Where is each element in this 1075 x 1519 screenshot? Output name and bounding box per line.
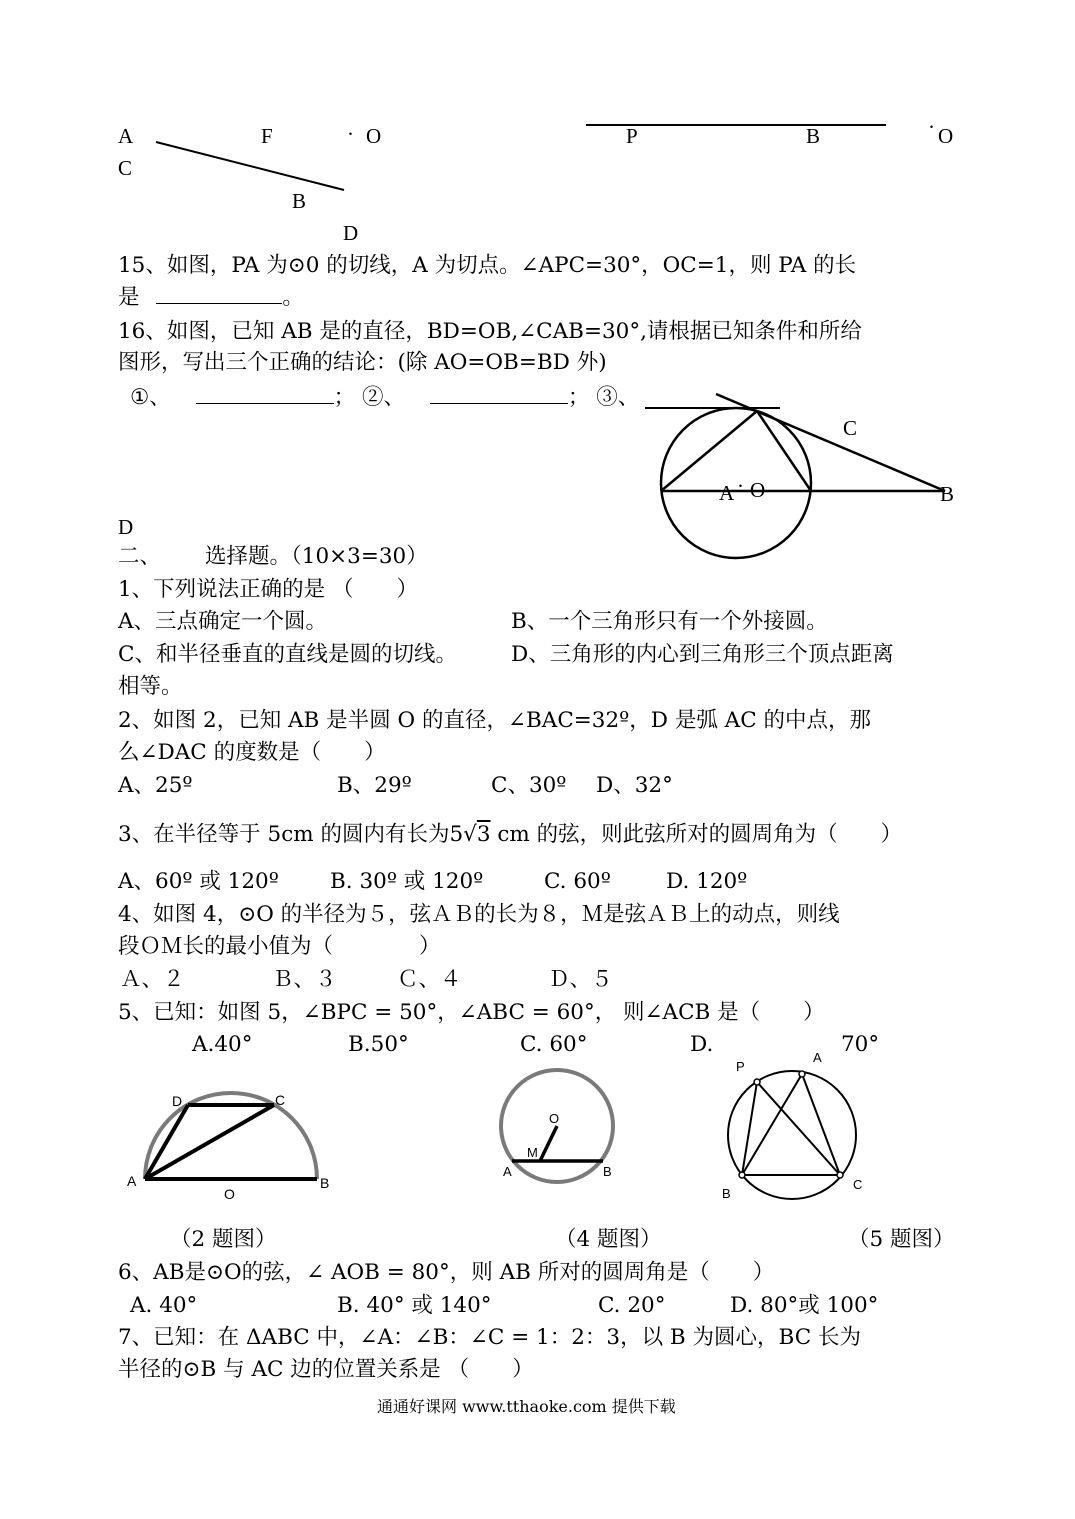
q1-option-b[interactable]: B、一个三角形只有一个外接圆。 <box>511 609 828 634</box>
fig2-label-a: A <box>127 1173 137 1189</box>
fig2-label-b: B <box>320 1175 330 1191</box>
q5-stem: 5、已知：如图 5，∠BPC = 50°，∠ABC = 60°， 则∠ACB 是（ ） <box>118 1000 825 1025</box>
q1-option-c[interactable]: C、和半径垂直的直线是圆的切线。 <box>118 642 457 667</box>
q16-label-b: B <box>940 482 955 506</box>
fig4-label-o: O <box>549 1111 560 1126</box>
q3-option-b[interactable]: B. 30º 或 120º <box>330 869 484 894</box>
q16-line2: 图形，写出三个正确的结论：(除 AO=OB=BD 外) <box>118 350 607 375</box>
fig5-label-b: B <box>722 1186 731 1201</box>
q6-stem: 6、AB是⊙O的弦，∠ AOB = 80°，则 AB 所对的圆周角是（ ） <box>118 1260 775 1285</box>
fig4-label-m: M <box>527 1145 538 1160</box>
label-f: F <box>261 124 273 148</box>
fig2-label-d: D <box>172 1093 183 1109</box>
point-dot: · <box>928 115 935 139</box>
q3-radicand: 3 <box>476 822 491 847</box>
section-title: 选择题。（10×3=30） <box>205 544 428 569</box>
q2-option-c[interactable]: C、30º <box>491 773 567 798</box>
page-footer: 通通好课网 www.tthaoke.com 提供下载 <box>377 1397 676 1416</box>
fig5-caption: （5 题图） <box>848 1227 955 1252</box>
q3-option-a[interactable]: A、60º 或 120º <box>118 869 279 894</box>
q16-line1: 16、如图，已知 AB 是的直径，BD=OB,∠CAB=30°,请根据已知条件和所给 <box>118 319 862 344</box>
label-b: B <box>806 124 821 148</box>
q2-option-b[interactable]: B、29º <box>337 773 412 798</box>
fig2-caption: （2 题图） <box>170 1227 277 1252</box>
q4-line1: 4、如图 4，⊙O 的半径为５，弦ＡＢ的长为８，Ｍ是弦ＡＢ上的动点，则线 <box>118 902 840 927</box>
q7-line1: 7、已知：在 ΔABC 中，∠A：∠B：∠C = 1：2：3，以 B 为圆心，BC 长为 <box>118 1325 862 1350</box>
q2-option-d[interactable]: D、32° <box>596 773 673 798</box>
q5-option-a[interactable]: A.40° <box>192 1032 253 1057</box>
q5-option-d-value: 70° <box>841 1032 880 1057</box>
fig2-label-o: O <box>224 1186 235 1202</box>
q1-stem: 1、下列说法正确的是 （ ） <box>118 577 419 602</box>
q16-n3: ③、 <box>596 385 640 410</box>
point-dot: · <box>737 474 744 498</box>
label-a: A <box>118 124 134 148</box>
q2-line2: 么∠DAC 的度数是（ ） <box>118 740 386 765</box>
section-number: 二、 <box>118 544 162 569</box>
q3-option-c[interactable]: C. 60º <box>544 869 611 894</box>
q15-text-a: 是 <box>118 285 140 310</box>
q1-option-d[interactable]: D、三角形的内心到三角形三个顶点距离 <box>511 642 894 667</box>
sqrt-sign: √ <box>463 822 477 847</box>
q16-n2: ②、 <box>361 385 405 410</box>
q6-option-d[interactable]: D. 80°或 100° <box>730 1293 879 1318</box>
q16-label-d: D <box>118 515 134 539</box>
q7-line2: 半径的⊙B 与 AC 边的位置关系是 （ ） <box>118 1357 534 1382</box>
q4-option-b[interactable]: Ｂ、３ <box>272 967 337 992</box>
fig4-caption: （4 题图） <box>555 1227 662 1252</box>
q6-option-c[interactable]: C. 20° <box>598 1293 666 1318</box>
q16-label-a: A <box>719 481 735 505</box>
q15-line1: 15、如图，PA 为⊙0 的切线，A 为切点。∠APC=30°，OC=1，则 PA 的长 <box>118 253 857 278</box>
q16-label-o: O <box>750 478 766 502</box>
q1-option-a[interactable]: A、三点确定一个圆。 <box>118 609 328 634</box>
label-b: B <box>292 189 307 213</box>
q1-option-d-cont: 相等。 <box>118 674 183 699</box>
q3-coef: 5 <box>449 822 464 847</box>
q4-option-d[interactable]: Ｄ、５ <box>548 967 613 992</box>
q16-n1: ①、 <box>130 385 171 410</box>
label-o: O <box>938 124 954 148</box>
label-d: D <box>343 221 359 245</box>
q15-text-b: 。 <box>282 285 304 310</box>
q5-option-d[interactable]: D. <box>690 1032 714 1057</box>
fig5-label-p: P <box>736 1059 745 1074</box>
separator: ； <box>567 385 590 410</box>
q3-option-d[interactable]: D. 120º <box>666 869 748 894</box>
q4-line2: 段ＯＭ长的最小值为（ ） <box>118 934 441 959</box>
fig4-label-a: A <box>503 1164 512 1179</box>
q6-option-b[interactable]: B. 40° 或 140° <box>337 1293 492 1318</box>
q4-option-a[interactable]: Ａ、２ <box>120 967 185 992</box>
fig2-label-c: C <box>275 1092 286 1108</box>
point-dot: · <box>347 122 354 146</box>
q3-text-a: 3、在半径等于 5cm 的圆内有长为 <box>118 822 450 847</box>
fig5-label-a: A <box>813 1050 822 1065</box>
fig4-label-b: B <box>603 1164 612 1179</box>
q2-line1: 2、如图 2，已知 AB 是半圆 O 的直径，∠BAC=32º，D 是弧 AC 的中点，那 <box>118 708 871 733</box>
q5-option-c[interactable]: C. 60° <box>520 1032 588 1057</box>
fig5-label-c: C <box>853 1177 863 1192</box>
separator: ； <box>333 385 356 410</box>
q6-option-a[interactable]: A. 40° <box>130 1293 198 1318</box>
label-o: O <box>366 124 382 148</box>
label-c: C <box>118 156 133 180</box>
q4-option-c[interactable]: Ｃ、４ <box>397 967 462 992</box>
q3-text-b: cm 的弦，则此弦所对的圆周角为（ ） <box>490 822 903 847</box>
q16-label-c: C <box>843 416 858 440</box>
q5-option-b[interactable]: B.50° <box>348 1032 409 1057</box>
q2-option-a[interactable]: A、25º <box>118 773 193 798</box>
label-p: P <box>626 124 638 148</box>
